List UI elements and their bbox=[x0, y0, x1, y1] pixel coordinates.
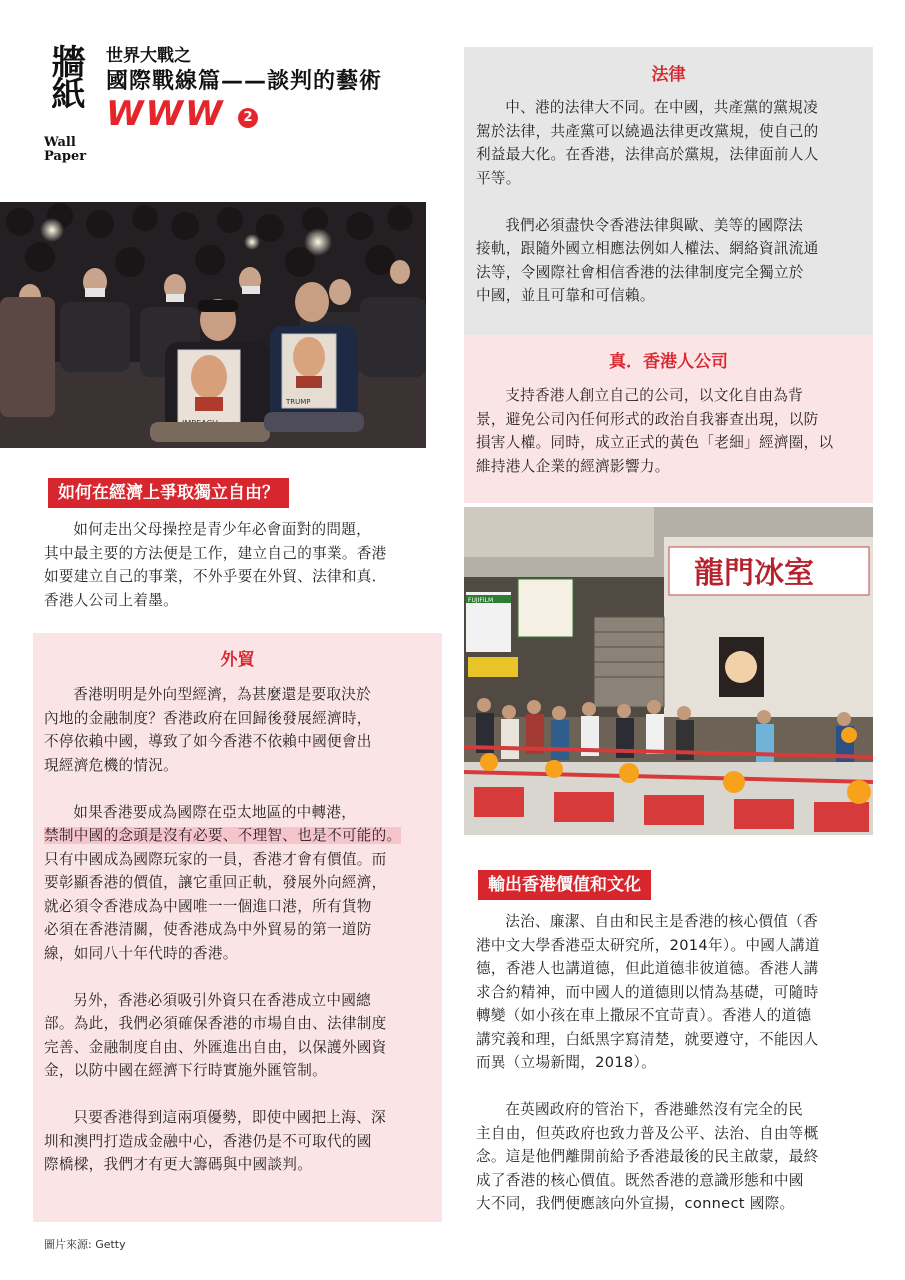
trade-line: 只有中國成為國際玩家的一員，香港才會有價值。而 bbox=[44, 850, 387, 868]
trade-line: 完善、金融制度自由、外匯進出自由，以保護外國資 bbox=[44, 1038, 387, 1056]
export-line: 求合約精神，而中國人的道德則以情為基礎，可隨時 bbox=[476, 983, 819, 1001]
trade-title: 外貿 bbox=[220, 650, 255, 670]
export-line: 講究義和理，白紙黑字寫清楚，就要遵守，不能因人 bbox=[476, 1030, 819, 1048]
trade-text bbox=[44, 683, 436, 1177]
trade-line: 另外，香港必須吸引外資只在香港成立中國總 bbox=[73, 991, 372, 1009]
street-photo bbox=[464, 507, 873, 835]
law-line: 法等，令國際社會相信香港的法律制度完全獨立於 bbox=[476, 263, 804, 281]
trade-line: 必須在香港清關，使香港成為中外貿易的第一道防 bbox=[44, 921, 372, 938]
law-line: 平等。 bbox=[476, 169, 521, 187]
law-title: 法律 bbox=[651, 65, 686, 85]
logo-english-line2: Paper bbox=[44, 149, 87, 164]
street-photo-graphic bbox=[464, 507, 873, 835]
protest-photo bbox=[0, 202, 426, 448]
trade-line: 圳和澳門打造成金融中心，香港仍是不可取代的國 bbox=[44, 1132, 372, 1150]
trade-line: 內地的金融制度？香港政府在回歸後發展經濟時， bbox=[44, 709, 372, 727]
law-line: 利益最大化。在香港，法律高於黨規，法律面前人人 bbox=[476, 146, 819, 163]
logo-english bbox=[44, 136, 86, 164]
law-line: 接軌，跟隨外國立相應法例如人權法、網絡資訊流通 bbox=[476, 240, 819, 257]
section-heading-economy: 如何在經濟上爭取獨立自由？ bbox=[48, 478, 289, 508]
protest-photo-graphic bbox=[0, 202, 426, 448]
series-title: 世界大戰之 bbox=[106, 46, 191, 66]
export-line: 念。這是他們離開前給予香港最後的民主啟蒙，最終 bbox=[476, 1148, 819, 1165]
company-line: 維持港人企業的經濟影響力。 bbox=[476, 457, 670, 475]
trade-line: 香港明明是外向型經濟，為甚麼還是要取決於 bbox=[73, 686, 372, 703]
law-line: 我們必須盡快令香港法律與歐、美等的國際法 bbox=[505, 216, 804, 234]
trade-line: 際橋樑，我們才有更大籌碼與中國談判。 bbox=[44, 1156, 313, 1173]
law-text bbox=[476, 96, 866, 308]
export-line: 而異（立場新聞，2018）。 bbox=[476, 1054, 656, 1071]
export-line: 德，香港人也講道德，但此道德非彼道德。香港人講 bbox=[476, 960, 819, 977]
export-line: 成了香港的核心價值。既然香港的意識形態和中國 bbox=[476, 1171, 804, 1189]
trade-line: 如果香港要成為國際在亞太地區的中轉港， bbox=[73, 803, 357, 821]
law-line: 中、港的法律大不同。在中國，共產黨的黨規凌 bbox=[505, 99, 818, 116]
www-logo: WWW bbox=[106, 94, 225, 134]
export-line: 法治、廉潔、自由和民主是香港的核心價值（香 bbox=[505, 913, 818, 930]
shop-sign-text: 龍門冰室 bbox=[694, 556, 814, 591]
company-text bbox=[476, 384, 866, 478]
intro-line: 其中最主要的方法便是工作，建立自己的事業。香港 bbox=[44, 544, 387, 562]
law-line: 駕於法律，共產黨可以繞過法律更改黨規，使自己的 bbox=[476, 122, 819, 140]
trade-line: 要彰顯香港的價值，讓它重回正軌，發展外向經濟， bbox=[44, 874, 387, 891]
trade-line: 不停依賴中國，導致了如今香港不依賴中國便會出 bbox=[44, 733, 372, 750]
highlighted-sentence: 禁制中國的念頭是沒有必要、不理智、也是不可能的。 bbox=[44, 827, 402, 844]
image-credit: 圖片來源: Getty bbox=[44, 1238, 126, 1251]
fuji-sign-text: FUJIFILM bbox=[468, 597, 494, 604]
export-line: 在英國政府的管治下，香港雖然沒有完全的民 bbox=[505, 1101, 804, 1118]
intro-line: 如何走出父母操控是青少年必會面對的問題， bbox=[73, 521, 372, 538]
logo-english-line1: Wall bbox=[44, 135, 76, 150]
section-heading-export: 輸出香港價值和文化 bbox=[478, 870, 651, 900]
export-line: 港中文大學香港亞太研究所，2014年）。中國人講道 bbox=[476, 936, 820, 954]
company-line: 景，避免公司內任何形式的政治自我審查出現，以防 bbox=[476, 410, 819, 428]
law-line: 中國，並且可靠和可信賴。 bbox=[476, 287, 655, 304]
trade-line: 現經濟危機的情況。 bbox=[44, 756, 179, 774]
company-line: 損害人權。同時，成立正式的黃色「老細」經濟圈，以 bbox=[476, 434, 834, 451]
company-title: 真．香港人公司 bbox=[609, 352, 728, 372]
export-text bbox=[476, 910, 868, 1216]
intro-line: 香港人公司上着墨。 bbox=[44, 591, 179, 609]
trade-line: 就必須令香港成為中國唯一一個進口港，所有貨物 bbox=[44, 897, 372, 915]
company-line: 支持香港人創立自己的公司，以文化自由為背 bbox=[505, 387, 804, 404]
trade-line: 部。為此，我們必須確保香港的市場自由、法律制度 bbox=[44, 1015, 387, 1032]
export-line: 主自由，但英政府也致力普及公平、法治、自由等概 bbox=[476, 1124, 819, 1142]
export-line: 轉變（如小孩在車上撒尿不宜苛責）。香港人的道德 bbox=[476, 1007, 812, 1024]
intro-line: 如要建立自己的事業，不外乎要在外貿、法律和真． bbox=[44, 568, 387, 585]
trade-line: 金，以防中國在經濟下行時實施外匯管制。 bbox=[44, 1062, 327, 1079]
article-title: 國際戰線篇——談判的藝術 bbox=[106, 69, 383, 94]
trade-line: 只要香港得到這兩項優勢，即使中國把上海、深 bbox=[73, 1109, 386, 1126]
export-line: 大不同，我們便應該向外宣揚，connect 國際。 bbox=[476, 1195, 795, 1212]
intro-paragraph bbox=[44, 518, 434, 612]
issue-number: 2 bbox=[238, 108, 258, 128]
trade-line: 線，如同八十年代時的香港。 bbox=[44, 944, 238, 962]
poster-text-2: TRUMP bbox=[286, 398, 311, 406]
logo-text: 牆紙 bbox=[45, 44, 85, 108]
